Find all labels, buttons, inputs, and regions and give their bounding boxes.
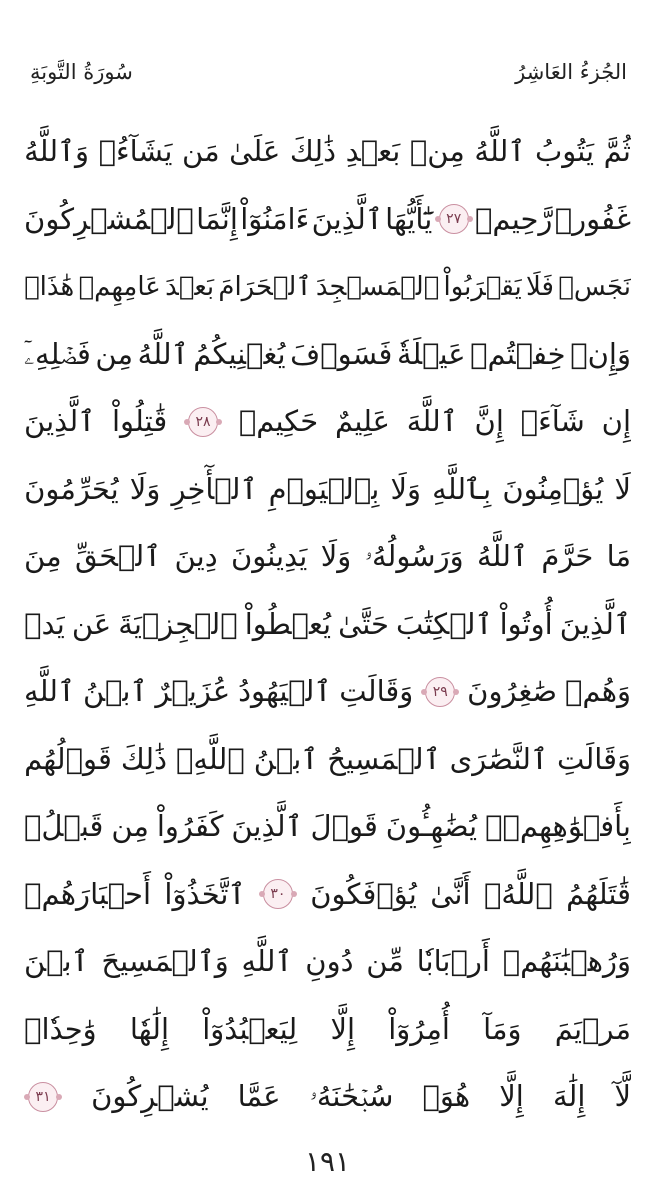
word: وَٰحِدٗاۖ [24,1011,97,1046]
ayah-number-marker: ٣٠ [263,879,293,909]
word: ٱللَّهِۖ [175,741,245,776]
word: ٱلۡحَرَامَ [218,271,312,302]
word: ٱللَّهُ [477,539,528,574]
word: هَٰذَاۚ [24,271,75,302]
word: ثُمَّ [603,134,631,169]
word: كَفَرُواْ [156,809,224,844]
word: بَعۡدِ [345,134,401,169]
word: ٱللَّهُ [137,336,189,371]
word: وَٱلۡمَسِيحَ [101,944,229,979]
word: ٱلۡجِزۡيَةَ [118,606,238,641]
word: ٱللَّهِ [24,674,76,709]
text-line [24,186,631,254]
word: يُعۡطُواْ [244,606,332,641]
word: يُحَرِّمُونَ [24,471,119,506]
word: خِفۡتُمۡ [470,336,566,371]
word: يَقۡرَبُواْ [443,271,522,302]
word: أَرۡبَابٗا [416,944,490,979]
word: قَوۡلُهُم [24,741,112,776]
word: سُبۡحَٰنَهُۥ [309,1079,394,1114]
word: يُشۡرِكُونَ [91,1079,209,1114]
text-line [24,591,631,659]
text-line [24,658,631,726]
word: إِنَّ [474,404,504,439]
word: ٱلۡمَسِيحُ [327,741,441,776]
word: يُؤۡمِنُونَ [502,471,604,506]
text-line [24,388,631,456]
word: وَقَالَتِ [556,741,631,776]
word: بِأَفۡوَٰهِهِمۡۖ [485,809,631,844]
word: وَرَسُولُهُۥ [364,539,464,574]
text-line [24,861,631,929]
word: رَّحِيمٞ [475,201,553,236]
word: فَلَا [526,271,554,302]
word: أَحۡبَارَهُمۡ [24,876,152,911]
word: ٱللَّهِ [241,944,293,979]
ayah-number-marker: ٢٨ [188,407,218,437]
word: ٱلۡمُشۡرِكُونَ [24,201,194,236]
word: يَدِينُونَ [230,539,308,574]
word: مَرۡيَمَ [554,1011,631,1046]
word: نَجَسٞ [558,271,631,302]
word: وَلَا [320,539,352,574]
word: وَلَا [129,471,161,506]
word: يُضَٰهِـُٔونَ [385,809,478,844]
word: قَٰتِلُواْ [112,404,168,439]
page-header [30,52,627,92]
word: ٱلۡيَهُودُ [238,674,332,709]
word: مَا [606,539,631,574]
word: حَرَّمَ [541,539,594,574]
text-line [24,456,631,524]
word: وَإِنۡ [570,336,631,371]
word: عَلِيمٌ [335,404,390,439]
word: لِيَعۡبُدُوٓاْ [202,1011,298,1046]
quran-text-body [24,118,631,1131]
word: إِن [601,404,631,439]
word: ٱبۡنَ [24,944,89,979]
word: ٱلَّذِينَ [24,404,96,439]
word: ذَٰلِكَ [120,741,168,776]
word: يَتُوبُ [534,134,595,169]
word: ٱلۡحَقِّ [75,539,162,574]
word: ءَامَنُوٓاْ [240,201,310,236]
word: وَقَالَتِ [339,674,414,709]
word: مِن [95,336,134,371]
word: ٱلنَّصَٰرَى [449,741,549,776]
surah-title: سُورَةُ التَّوبَةِ [30,60,133,84]
word: ٱللَّهُ [474,134,526,169]
text-line [24,253,631,321]
word: ٱتَّخَذُوٓاْ [164,876,246,911]
text-line [24,1063,631,1131]
word: مِنۢ [409,134,465,169]
word: ٱلَّذِينَ [231,809,303,844]
word: يُؤۡفَكُونَ [310,876,417,911]
word: ٱلۡكِتَٰبَ [396,606,493,641]
word: ٱلۡأٓخِرِ [171,471,258,506]
word: مِنَ [24,539,62,574]
word: يَدٖ [24,606,65,641]
juz-title: الجُزءُ العَاشِرُ [515,60,627,84]
word: دِينَ [174,539,218,574]
text-line [24,321,631,389]
word: غَفُورٞ [554,201,631,236]
word: بِٱلۡيَوۡمِ [268,471,380,506]
text-line [24,793,631,861]
word: حَتَّىٰ [338,606,389,641]
ayah-number-marker: ٢٩ [425,677,455,707]
word: أُوتُواْ [499,606,553,641]
word: عَن [71,606,112,641]
word: بَعۡدَ [165,271,215,302]
word: بِٱللَّهِ [432,471,492,506]
word: فَسَوۡفَ [290,336,393,371]
word: ٱلَّذِينَ [311,201,383,236]
word: مِن [111,809,149,844]
word: لَا [614,471,631,506]
word: ٱلۡمَسۡجِدَ [315,271,440,302]
word: وَٱللَّهُ [24,134,90,169]
word: صَٰغِرُونَ [467,674,558,709]
word: قَبۡلُۚ [24,809,104,844]
word: لَّآ [614,1079,631,1114]
word: ذَٰلِكَ [289,134,337,169]
word: إِلَٰهَ [552,1079,586,1114]
word: يَٰٓأَيُّهَا [385,201,433,236]
ayah-number-marker: ٣١ [28,1082,58,1112]
word: دُونِ [305,944,354,979]
word: إِنَّمَا [196,201,238,236]
text-line [24,523,631,591]
ayah-number-marker: ٢٧ [439,204,469,234]
word: إِلَّا [330,1011,356,1046]
word: عَمَّا [237,1079,281,1114]
word: حَكِيمٞ [238,404,319,439]
text-line [24,996,631,1064]
word: ٱبۡنُ [253,741,319,776]
text-line [24,118,631,186]
word: هُوَۚ [422,1079,471,1114]
word: وَهُمۡ [564,674,631,709]
word: إِلَّا [499,1079,524,1114]
page-number: ١٩١ [304,1145,351,1178]
word: قَٰتَلَهُمُ [566,876,631,911]
text-line [24,928,631,996]
word: مَن [182,134,220,169]
word: ٱلَّذِينَ [559,606,631,641]
word: وَرُهۡبَٰنَهُمۡ [502,944,631,979]
word: عَيۡلَةٗ [396,336,466,371]
word: شَآءَۚ [520,404,585,439]
word: فَضۡلِهِۦٓ [24,336,91,371]
word: ٱللَّهَ [406,404,458,439]
word: عَلَىٰ [229,134,281,169]
word: يُغۡنِيكُمُ [193,336,286,371]
word: مِّن [366,944,404,979]
word: ٱبۡنُ [82,674,148,709]
word: قَوۡلَ [310,809,378,844]
word: وَلَا [390,471,422,506]
word: ٱللَّهُۖ [483,876,553,911]
word: وَمَآ [483,1011,522,1046]
word: عُزَيۡرٌ [155,674,231,709]
word: أُمِرُوٓاْ [388,1011,450,1046]
word: أَنَّىٰ [430,876,471,911]
word: إِلَٰهٗا [129,1011,170,1046]
word: عَامِهِمۡ [78,271,161,302]
text-line [24,726,631,794]
word: يَشَآءُۗ [98,134,173,169]
